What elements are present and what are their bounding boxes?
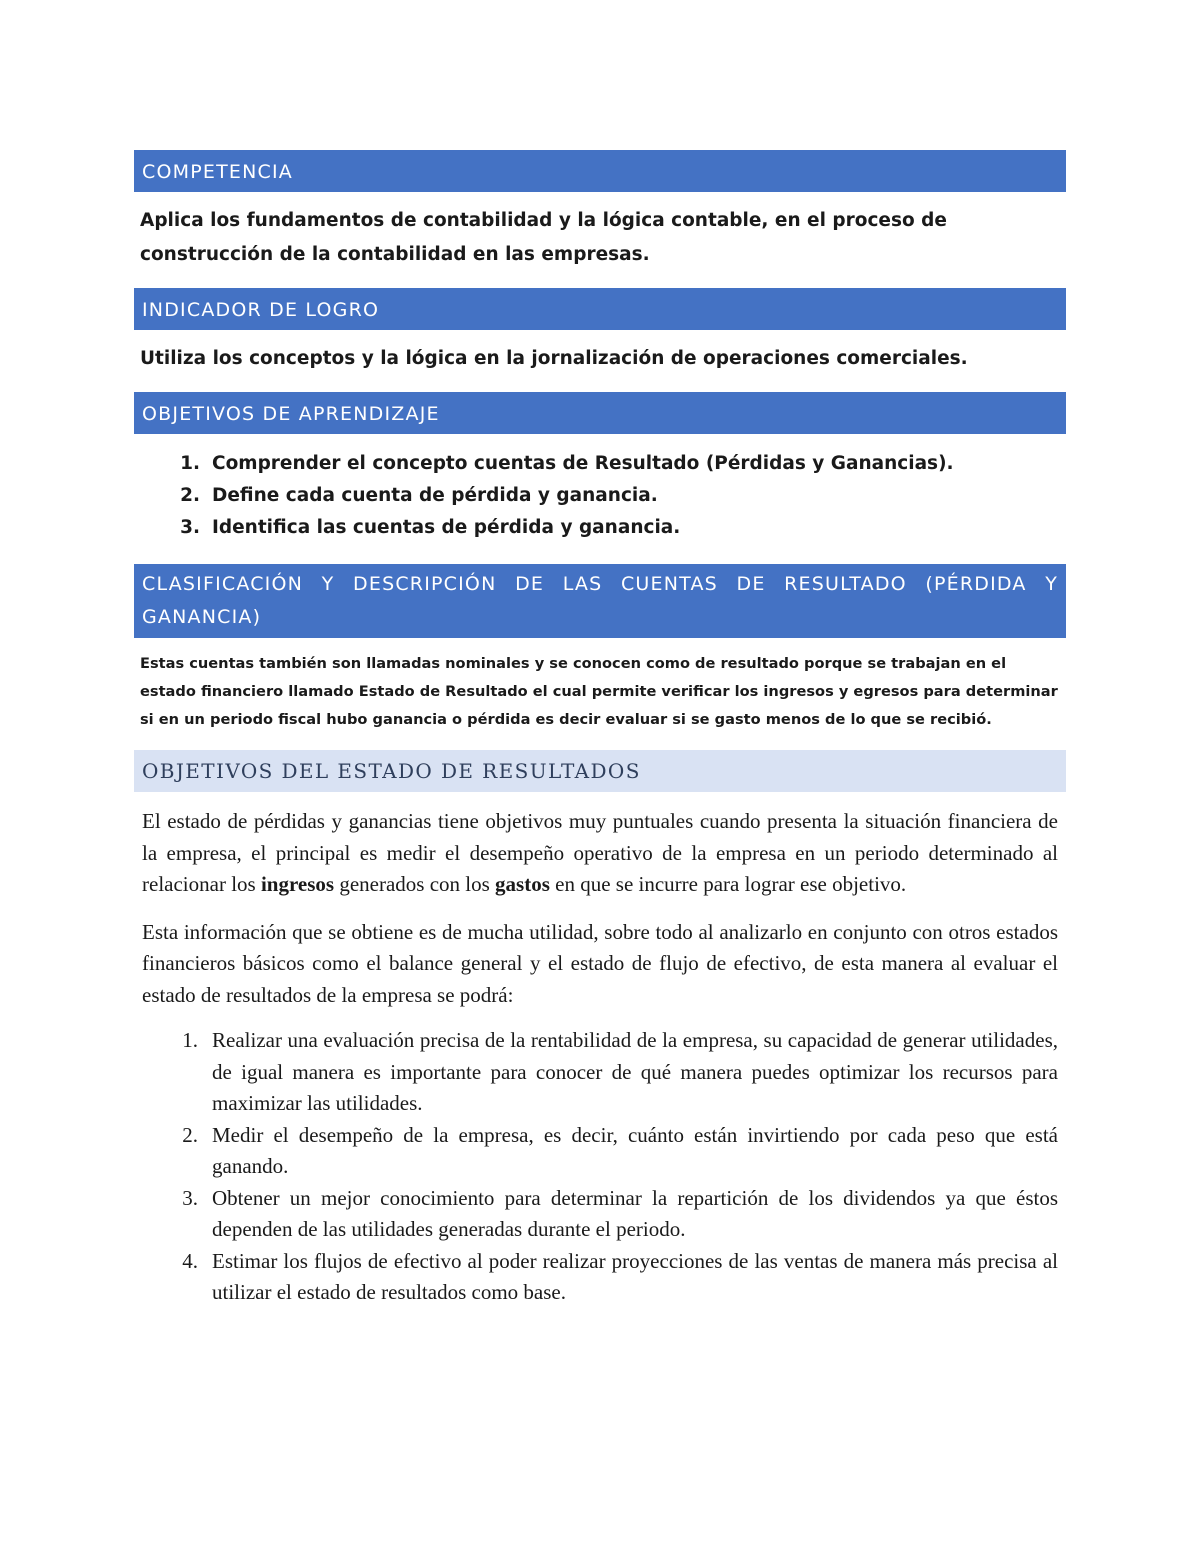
list-number: 1. <box>182 1028 198 1052</box>
list-text: Estimar los flujos de efectivo al poder realizar proyecciones de las ventas de manera más precisa al utilizar el estado de resultados como base. <box>212 1248 1058 1304</box>
section-heading-competencia: COMPETENCIA <box>134 150 1066 192</box>
list-text: Identifica las cuentas de pérdida y ganancia. <box>212 517 681 538</box>
objetivos-list <box>134 448 1066 544</box>
text-run: en que se incurre para lograr ese objetivo. <box>549 872 907 896</box>
indicador-text: Utiliza los conceptos y la lógica en la jornalización de operaciones comerciales. <box>140 348 968 369</box>
competencia-text: Aplica los fundamentos de contabilidad y la lógica contable, en el proceso de construcción de la contabilidad en las empresas. <box>140 210 947 265</box>
list-item <box>134 480 1066 512</box>
text-run: generados con los <box>334 872 496 896</box>
list-number: 4. <box>182 1248 198 1273</box>
list-item <box>134 1025 1066 1120</box>
section-heading-indicador: INDICADOR DE LOGRO <box>134 288 1066 330</box>
bold-gastos: gastos <box>495 872 550 896</box>
text-run: El estado de pérdidas y ganancias tiene objetivos muy puntuales cuando presenta la situación financiera de la empresa, el principal es medir el desempeño operativo de la empresa en un periodo determinado al relacionar los <box>142 809 1058 896</box>
list-number: 1. <box>180 453 200 474</box>
section-heading-objetivos: OBJETIVOS DE APRENDIZAJE <box>134 392 1066 434</box>
list-item <box>134 448 1066 480</box>
list-text: Comprender el concepto cuentas de Resultado (Pérdidas y Ganancias). <box>212 453 954 474</box>
estado-paragraph-2: Esta información que se obtiene es de mucha utilidad, sobre todo al analizarlo en conjunto con otros estados financieros básicos como el balance general y el estado de flujo de efectivo, de esta manera al evaluar el estado de resultados de la empresa se podrá: <box>142 919 1058 1007</box>
list-number: 2. <box>180 485 200 506</box>
list-item <box>134 1183 1066 1246</box>
list-text: Define cada cuenta de pérdida y ganancia. <box>212 485 658 506</box>
list-item <box>134 1120 1066 1183</box>
section-heading-estado: OBJETIVOS DEL ESTADO DE RESULTADOS <box>134 750 1066 792</box>
estado-paragraph-1 <box>134 806 1066 901</box>
list-number: 3. <box>180 517 200 538</box>
list-number: 3. <box>182 1185 198 1210</box>
section-heading-clasificacion: CLASIFICACIÓN Y DESCRIPCIÓN DE LAS CUENTAS DE RESULTADO (PÉRDIDA Y GANANCIA) <box>134 564 1066 638</box>
estado-list <box>134 1025 1066 1309</box>
bold-ingresos: ingresos <box>260 872 335 896</box>
list-text: Obtener un mejor conocimiento para determinar la repartición de los dividendos ya que éstos dependen de las utilidades generadas durante el periodo. <box>212 1185 1058 1241</box>
list-text: Realizar una evaluación precisa de la rentabilidad de la empresa, su capacidad de generar utilidades, de igual manera es importante para conocer de qué manera puedes optimizar los recursos para maximizar las utilidades. <box>212 1028 1058 1115</box>
list-item <box>134 1246 1066 1309</box>
clasificacion-text: Estas cuentas también son llamadas nominales y se conocen como de resultado porque se trabajan en el estado financiero llamado Estado de Resultado el cual permite verificar los ingresos y egresos para determinar si en un periodo fiscal hubo ganancia o pérdida es decir evaluar si se gasto menos de lo que se recibió. <box>140 655 1058 728</box>
list-item <box>134 512 1066 544</box>
list-text: Medir el desempeño de la empresa, es decir, cuánto están invirtiendo por cada peso que está ganando. <box>212 1122 1058 1178</box>
list-number: 2. <box>182 1122 198 1147</box>
document-page <box>134 150 1066 1309</box>
